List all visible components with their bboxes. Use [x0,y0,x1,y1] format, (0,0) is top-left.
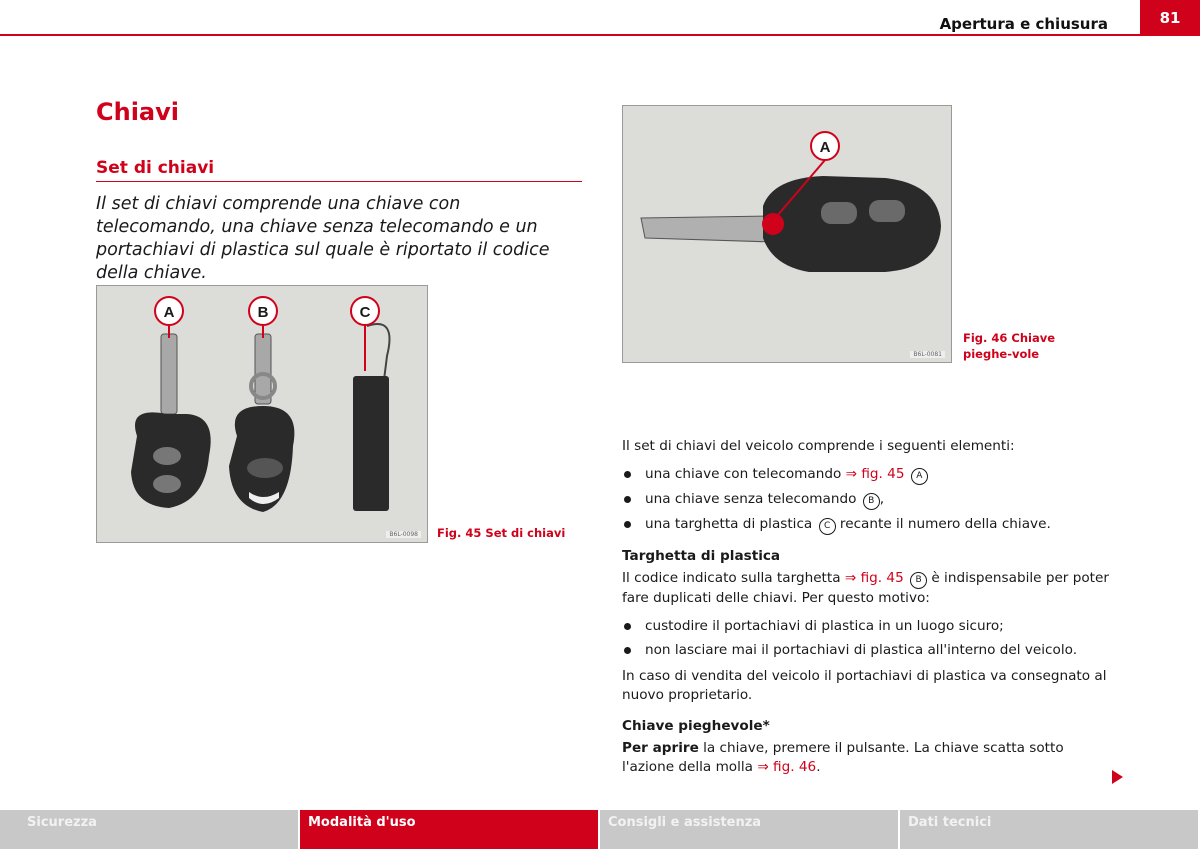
tab-modalita-uso[interactable]: Modalità d'uso [300,810,598,849]
fig45-label-c: C [359,304,371,321]
advice-list [622,617,1112,660]
intro-paragraph: Il set di chiavi comprende una chiave con telecomando, una chiave senza telecomando e un portachiavi di plastica sul quale è riportato il codice della chiave. [96,194,550,283]
section-heading: Set di chiavi [96,158,215,178]
tab-sicurezza[interactable]: Sicurezza [0,810,298,849]
figure-link[interactable]: ⇒ fig. 45 [844,570,904,586]
figure-46-caption: Fig. 46 Chiave pieghe-vole [963,331,1056,361]
footer-nav [0,810,1200,849]
badge-a: A [911,468,928,485]
key-set-illustration [97,286,427,542]
badge-b: B [863,493,880,510]
figure-link[interactable]: ⇒ fig. 46 [757,759,817,775]
heading-rule [96,181,582,182]
fig46-label-a: A [819,139,831,156]
key-list [622,465,1112,535]
folding-key-illustration [623,106,951,362]
tab-dati-tecnici[interactable]: Dati tecnici [900,810,1198,849]
tab-consigli-assistenza[interactable]: Consigli e assistenza [600,810,898,849]
figure-code: B6L-0098 [386,531,421,538]
continue-arrow-icon[interactable] [1112,770,1123,784]
bullet-icon [624,496,631,503]
fig45-label-b: B [257,304,269,321]
figure-45-caption: Fig. 45 Set di chiavi [437,526,566,540]
bullet-icon [624,623,631,630]
bullet-icon [624,521,631,528]
figure-link[interactable]: ⇒ fig. 45 [845,466,905,482]
paragraph-code: Il codice indicato sulla targhetta ⇒ fig. 45 B è indispensabile per poter fare duplicati delle chiavi. Per questo motivo: [622,570,1109,606]
body-text [622,437,1112,786]
paragraph-sale: In caso di vendita del veicolo il portachiavi di plastica va consegnato al nuovo proprietario. [622,668,1107,703]
list-item: una targhetta di plastica C recante il numero della chiave. [622,515,1112,535]
bullet-icon [624,647,631,654]
header-rule [0,34,1140,36]
figure-code: B6L-0081 [910,351,945,358]
section-title: Apertura e chiusura [939,15,1108,33]
list-item: una chiave con telecomando ⇒ fig. 45 A [622,465,1112,485]
subheading-chiave: Chiave pieghevole* [622,718,770,734]
figure-45-key-set [96,285,428,543]
paragraph-open: Per aprire la chiave, premere il pulsante. La chiave scatta sotto l'azione della molla ⇒ fig. 46. [622,740,1064,775]
list-item: non lasciare mai il portachiavi di plastica all'interno del veicolo. [622,641,1112,660]
page-number: 81 [1140,0,1200,36]
badge-c: C [819,518,836,535]
fig45-label-a: A [163,304,175,321]
page-title: Chiavi [96,98,179,126]
list-item: una chiave senza telecomando B , [622,490,1112,510]
subheading-targhetta: Targhetta di plastica [622,548,781,564]
bullet-icon [624,471,631,478]
list-item: custodire il portachiavi di plastica in un luogo sicuro; [622,617,1112,636]
figure-46-folding-key [622,105,952,363]
badge-b: B [910,572,927,589]
paragraph-set: Il set di chiavi del veicolo comprende i seguenti elementi: [622,438,1015,454]
